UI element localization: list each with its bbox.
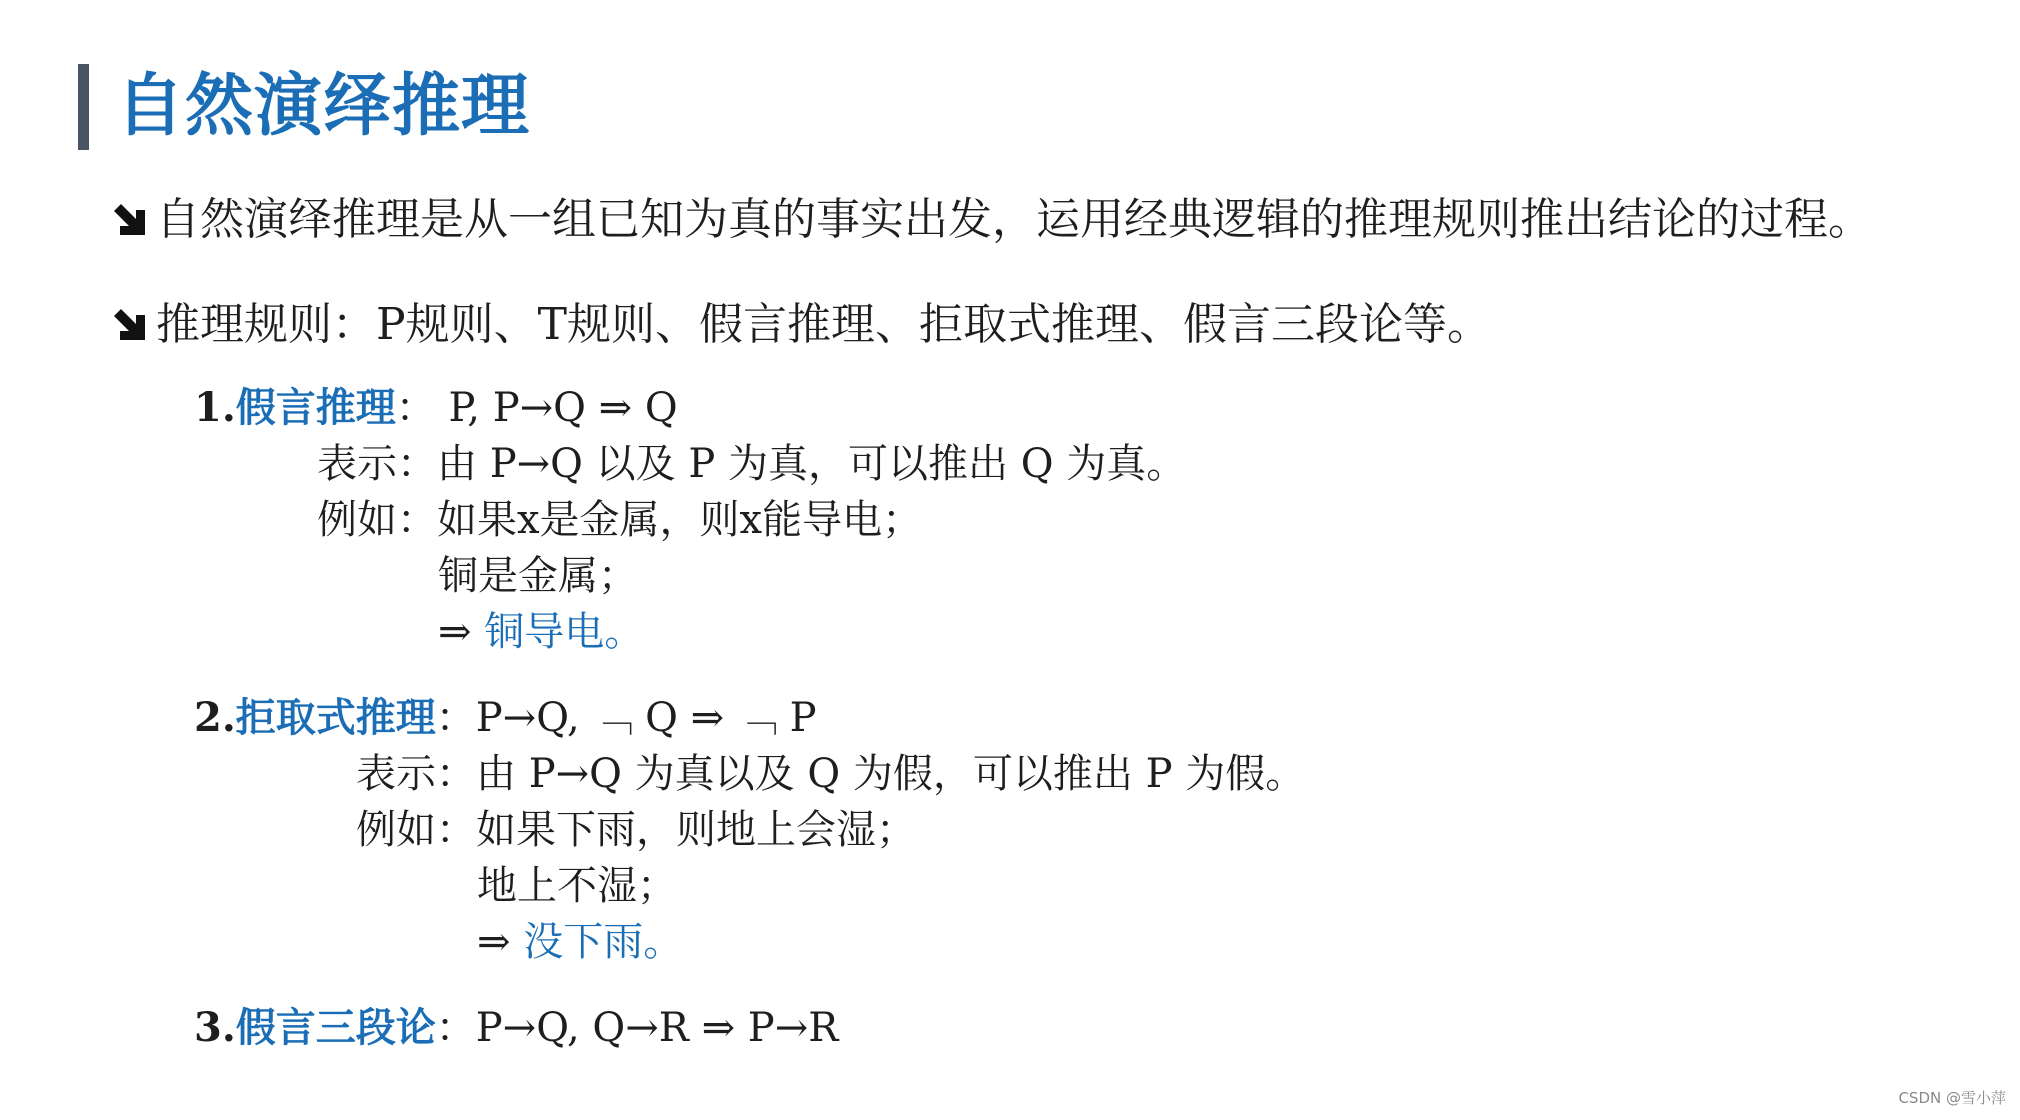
rule-1-conclusion-text: 铜导电。 (484, 609, 645, 655)
rule-1-number: 1. (194, 384, 236, 431)
rule-1-example (317, 494, 922, 546)
rule-3-number: 3. (194, 1004, 236, 1051)
rule-1-conclusion-arrow: ⇒ (438, 609, 485, 655)
rule-2-example-label: 例如： (356, 807, 476, 853)
rule-1-example-line-1: 如果x是金属，则x能导电； (437, 497, 923, 543)
rule-2-colon: ： (435, 695, 476, 741)
rule-3-colon: ： (435, 1005, 476, 1051)
rule-1-example-line-2: 铜是金属； (438, 553, 638, 599)
rule-1-meaning-text: 由 P→Q 以及 P 为真，可以推出 Q 为真。 (437, 441, 1187, 487)
rule-1-meaning (317, 438, 1186, 490)
rule-1-example-label: 例如： (317, 497, 437, 543)
rule-2-conclusion-arrow: ⇒ (477, 919, 524, 965)
rule-2-conclusion (477, 916, 683, 968)
rule-1-header (194, 382, 678, 434)
rule-3-formula: P→Q, Q→R ⇒ P→R (475, 1005, 839, 1051)
arrow-down-right-icon (112, 307, 148, 343)
arrow-down-right-icon (112, 202, 148, 238)
rule-2-header (194, 692, 817, 744)
title-accent-bar (78, 64, 89, 150)
rule-2-number: 2. (194, 694, 236, 741)
rule-2-example (356, 804, 916, 856)
rule-1-colon: ： (395, 385, 436, 431)
rule-1-meaning-label: 表示： (317, 441, 437, 487)
bullet-definition-text: 自然演绎推理是从一组已知为真的事实出发，运用经典逻辑的推理规则推出结论的过程。 (156, 194, 1872, 245)
rule-3-header (194, 1002, 838, 1054)
rule-2-example-line-2: 地上不湿； (477, 863, 677, 909)
rule-2-conclusion-text: 没下雨。 (523, 919, 684, 965)
rule-2-formula: P→Q, ﹁ Q ⇒ ﹁ P (475, 695, 817, 741)
slide-title: 自然演绎推理 (116, 67, 531, 146)
bullet-rules (112, 295, 1491, 355)
rule-3-name: 假言三段论 (235, 1004, 436, 1051)
rule-2-example-line-1: 如果下雨，则地上会湿； (476, 807, 916, 853)
bullet-definition (112, 190, 1872, 250)
rule-1-name: 假言推理 (235, 384, 396, 431)
rule-2-meaning-label: 表示： (356, 751, 476, 797)
bullet-rules-text: 推理规则：P规则、T规则、假言推理、拒取式推理、假言三段论等。 (156, 299, 1491, 350)
rule-2-meaning (356, 748, 1305, 800)
watermark: CSDN @雪小萍 (1898, 1089, 2006, 1107)
rule-2-name: 拒取式推理 (235, 694, 436, 741)
rule-2-meaning-text: 由 P→Q 为真以及 Q 为假，可以推出 P 为假。 (476, 751, 1306, 797)
rule-1-formula: P, P→Q ⇒ Q (435, 385, 678, 431)
rule-1-conclusion (438, 606, 644, 658)
